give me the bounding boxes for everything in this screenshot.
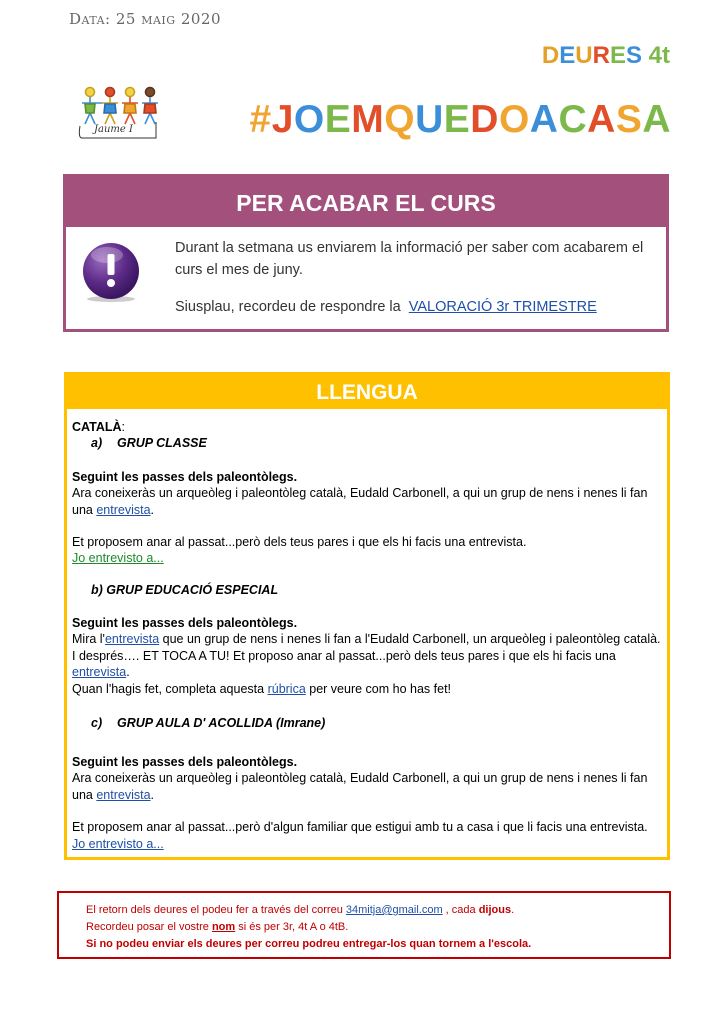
title-letter: A bbox=[587, 98, 616, 141]
group-b-heading: b) GRUP EDUCACIÓ ESPECIAL bbox=[91, 583, 279, 597]
title-letter: M bbox=[351, 98, 385, 141]
hashtag-title bbox=[249, 98, 671, 142]
title-letter: A bbox=[642, 98, 671, 141]
title-letter: A bbox=[529, 98, 559, 141]
group-a-subtitle: Seguint les passes dels paleontòlegs. bbox=[72, 470, 298, 484]
reminder-line bbox=[175, 299, 597, 315]
group-b-text: Mira l'entrevista que un grup de nens i nenes li fan a l'Eudald Carbonell, un arqueòleg i paleontòleg català. I després…. ET TOCA A TU! Et proposo anar al passat...però dels teus pares i que els hi facis una entrevista. bbox=[72, 632, 661, 679]
entrevista-link[interactable]: entrevista bbox=[96, 787, 151, 802]
section-llengua bbox=[64, 372, 670, 860]
jo-entrevisto-link[interactable]: Jo entrevisto a... bbox=[72, 836, 164, 851]
group-c-text2: Et proposem anar al passat...però d'algun familiar que estigui amb tu a casa i que li facis una entrevista. Jo entrevisto a... bbox=[72, 820, 648, 851]
info-paragraph: Durant la setmana us enviarem la informació per saber com acabarem el curs el mes de juny. bbox=[175, 240, 644, 278]
entrevista-link[interactable]: entrevista bbox=[104, 632, 160, 646]
group-a-heading: a) GRUP CLASSE bbox=[91, 436, 207, 450]
deures-title bbox=[542, 42, 670, 70]
group-a-text2: Et proposem anar al passat...però dels teus pares i que els hi facis una entrevista. bbox=[72, 535, 527, 549]
group-b-text2: Quan l'hagis fet, completa aquesta rúbrica per veure com ho has fet! bbox=[72, 682, 452, 696]
jo-entrevisto-link[interactable]: Jo entrevisto a... bbox=[72, 551, 164, 565]
title-letter: E bbox=[609, 42, 626, 69]
rubrica-link[interactable]: rúbrica bbox=[267, 682, 306, 696]
reminder-text: Siusplau, recordeu de respondre la bbox=[175, 299, 401, 315]
title-letter: O bbox=[498, 98, 530, 141]
logo-caption: Jaume I bbox=[94, 124, 133, 135]
title-letter: R bbox=[592, 42, 610, 69]
group-c-subtitle: Seguint les passes dels paleontòlegs. bbox=[72, 755, 298, 769]
notice-line-3: Si no podeu enviar els deures per correu podreu entregar-los quan tornem a l'escola. bbox=[86, 938, 532, 950]
group-c-text: Ara coneixeràs un arqueòleg i paleontòleg català, Eudald Carbonell, a qui un grup de nens i nenes li fan una entrevista. bbox=[72, 771, 648, 802]
title-letter bbox=[642, 42, 649, 69]
section-per-acabar-el-curs bbox=[63, 174, 669, 332]
title-letter: Q bbox=[384, 98, 416, 141]
school-logo bbox=[72, 82, 172, 142]
valoracio-link[interactable]: VALORACIÓ 3r TRIMESTRE bbox=[408, 299, 597, 315]
title-letter: J bbox=[271, 98, 294, 141]
title-letter: E bbox=[324, 98, 352, 141]
title-letter: S bbox=[615, 98, 643, 141]
title-letter: D bbox=[470, 98, 499, 141]
section-title: LLENGUA bbox=[67, 375, 667, 409]
return-notice bbox=[57, 891, 671, 959]
group-a-text: Ara coneixeràs un arqueòleg i paleontòleg català, Eudald Carbonell, a qui un grup de nens i nenes li fan una entrevista. bbox=[72, 486, 648, 517]
date-label: Data: 25 maig 2020 bbox=[69, 10, 222, 28]
group-c-heading: c) GRUP AULA D' ACOLLIDA (Imrane) bbox=[91, 716, 326, 730]
email-link[interactable]: 34mitja@gmail.com bbox=[345, 904, 443, 916]
title-letter: U bbox=[575, 42, 593, 69]
title-letter: 4 bbox=[648, 42, 662, 69]
exclamation-icon bbox=[80, 241, 142, 303]
title-letter: C bbox=[558, 98, 588, 141]
group-a-link-line bbox=[72, 550, 662, 567]
title-letter: D bbox=[541, 42, 560, 69]
notice-line-1: El retorn dels deures el podeu fer a través del correu 34mitja@gmail.com , cada dijous. bbox=[86, 904, 515, 916]
section-title: PER ACABAR EL CURS bbox=[66, 177, 666, 227]
subject-label: CATALÀ: bbox=[72, 420, 126, 434]
notice-line-2: Recordeu posar el vostre nom si és per 3r, 4t A o 4tB. bbox=[86, 921, 349, 933]
title-letter: S bbox=[625, 42, 642, 69]
entrevista-link[interactable]: entrevista bbox=[72, 665, 127, 679]
title-letter: E bbox=[443, 98, 471, 141]
title-letter: O bbox=[293, 98, 325, 141]
title-letter: t bbox=[662, 42, 670, 69]
entrevista-link[interactable]: entrevista bbox=[96, 502, 151, 517]
title-letter: U bbox=[415, 98, 444, 141]
group-b-subtitle: Seguint les passes dels paleontòlegs. bbox=[72, 616, 298, 630]
title-letter: # bbox=[249, 98, 272, 141]
title-letter: E bbox=[559, 42, 576, 69]
